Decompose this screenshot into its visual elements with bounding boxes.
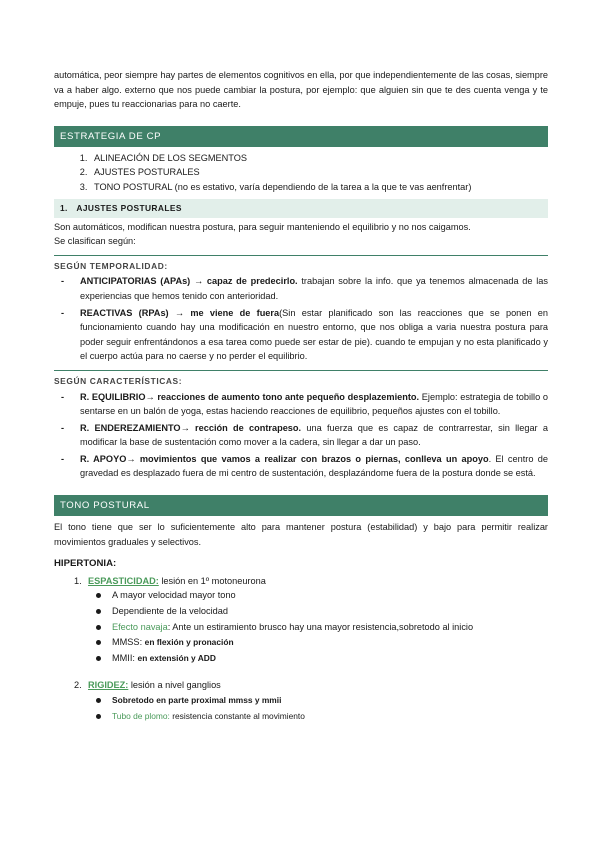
rigidez-label: RIGIDEZ: — [88, 680, 129, 691]
strategy-item: 2. AJUSTES POSTURALES — [90, 165, 548, 180]
bullet-text: MMSS: — [112, 637, 145, 648]
caracteristicas-list — [54, 390, 548, 482]
item-title: R. APOYO→ movimientos que vamos a realizar con brazos o piernas, conlleva un apoyo — [80, 453, 489, 464]
bullet-item: Dependiente de la velocidad — [104, 604, 548, 619]
caracteristicas-label: SEGÚN CARACTERÍSTICAS: — [54, 370, 548, 389]
spacer — [54, 483, 548, 495]
list-item — [54, 421, 548, 450]
hipertonia-heading: HIPERTONIA: — [54, 558, 117, 570]
espasticidad-bullets — [54, 588, 548, 665]
item-text: trabajan sobre la info. que ya tenemos almacenada de las experiencias que hemos tenido con anterioridad. — [80, 276, 548, 301]
bullet-item — [104, 620, 548, 635]
ajustes-header-num: 1. — [60, 202, 68, 213]
bullet-bold: Sobretodo en parte proximal mmss y mmii — [112, 695, 282, 705]
list-item — [54, 452, 548, 481]
item-title: R. EQUILIBRIO→ reacciones de aumento tono ante pequeño desplazemiento. — [80, 391, 420, 402]
bullet-item — [104, 693, 548, 708]
ajustes-desc: Son automáticos, modifican nuestra postura, para seguir manteniendo el equilibrio y no nos caigamos. — [54, 221, 471, 232]
bullet-item — [104, 709, 548, 724]
spacer — [54, 666, 548, 678]
strategy-item: 1. ALINEACIÓN DE LOS SEGMENTOS — [90, 151, 548, 166]
rigidez-bullets — [54, 693, 548, 723]
dash-marker: - — [61, 453, 65, 464]
ajustes-header — [54, 199, 548, 218]
efecto-navaja-label: Efecto navaja — [112, 621, 168, 632]
temporalidad-label: SEGÚN TEMPORALIDAD: — [54, 255, 548, 274]
espasticidad-label: ESPASTICIDAD: — [88, 575, 159, 586]
rigidez-text: lesión a nivel ganglios — [128, 680, 221, 691]
item-number: 1. — [74, 575, 82, 586]
item-title: R. ENDEREZAMIENTO→ rección de contrapeso. — [80, 422, 302, 433]
bullet-bold: en extensión y ADD — [137, 652, 216, 663]
strategy-list — [54, 151, 548, 195]
dash-marker: - — [61, 391, 65, 402]
ajustes-desc2: Se clasifican según: — [54, 236, 136, 247]
rigidez-item — [54, 678, 548, 693]
ajustes-header-text: AJUSTES POSTURALES — [76, 202, 182, 213]
bullet-text: : Ante un estiramiento brusco hay una mayor resistencia,sobretodo al inicio — [167, 621, 474, 632]
item-title: ANTICIPATORIAS (APAs) → capaz de predecirlo. — [80, 276, 298, 287]
item-text: una fuerza que es capaz de contrarrestar, sin llegar a modificar la base de sustentación como mover a la cadera, sin llegar a dar un paso. — [80, 422, 548, 448]
dash-marker: - — [61, 422, 65, 433]
tubo-plomo-label: Tubo de plomo: — [112, 710, 170, 721]
espasticidad-text: lesión en 1º motoneurona — [158, 575, 266, 586]
item-text: (Sin estar planificado son las reacciones que se ponen en funcionamiento cuando hay una modificación en nuestro entorno, que nos obliga a varia nuestra postura para poder seguir enfrentándonos a esa tarea como puede ser estar de pie). cuando te empujan y no esta planificado y el cuerpo actúa para no caerse y no perder el equilibrio. — [80, 307, 548, 362]
item-text: Ejemplo: estrategia de tobillo o sentarse en un balón de yoga, estas haciendo reacciones de equilibrio, pequeños ajustes con el tobillo. — [80, 391, 548, 417]
strategy-header: ESTRATEGIA DE CP — [54, 126, 548, 147]
bullet-item — [104, 635, 548, 650]
list-item — [54, 306, 548, 364]
tono-desc: El tono tiene que ser lo suficientemente alto para mantener postura (estabilidad) y bajo para permitir realizar movimientos graduales y selectivos. — [54, 522, 548, 547]
item-title: REACTIVAS (RPAs) → me viene de fuera — [80, 307, 280, 318]
document-page — [54, 68, 548, 724]
bullet-text: resistencia constante al movimiento — [169, 710, 305, 721]
item-number: 2. — [74, 680, 82, 691]
item-text: . El centro de gravedad es desplazado fuera de mi centro de sustentación, desplazándome fuera de la postura donde se está. — [80, 453, 548, 479]
tono-header: TONO POSTURAL — [54, 495, 548, 516]
bullet-bold: en flexión y pronación — [144, 637, 234, 648]
bullet-text: MMII: — [112, 652, 138, 663]
list-item — [54, 390, 548, 419]
temporalidad-list — [54, 274, 548, 364]
list-item — [54, 274, 548, 303]
bullet-item — [104, 651, 548, 666]
strategy-item: 3. TONO POSTURAL (no es estativo, varía dependiendo de la tarea a la que te vas aenfrentar) — [90, 180, 548, 195]
dash-marker: - — [61, 276, 65, 287]
dash-marker: - — [61, 307, 65, 318]
intro-paragraph: automática, peor siempre hay partes de elementos cognitivos en ella, por que independientemente de las cosas, siempre va a haber algo. externo que nos puede cambiar la postura, por ejemplo: que alguien sin que te des cuenta venga y te empuje, pues tu reaccionarias para no caerte. — [54, 70, 548, 110]
espasticidad-item — [54, 574, 548, 589]
bullet-item: A mayor velocidad mayor tono — [104, 588, 548, 603]
